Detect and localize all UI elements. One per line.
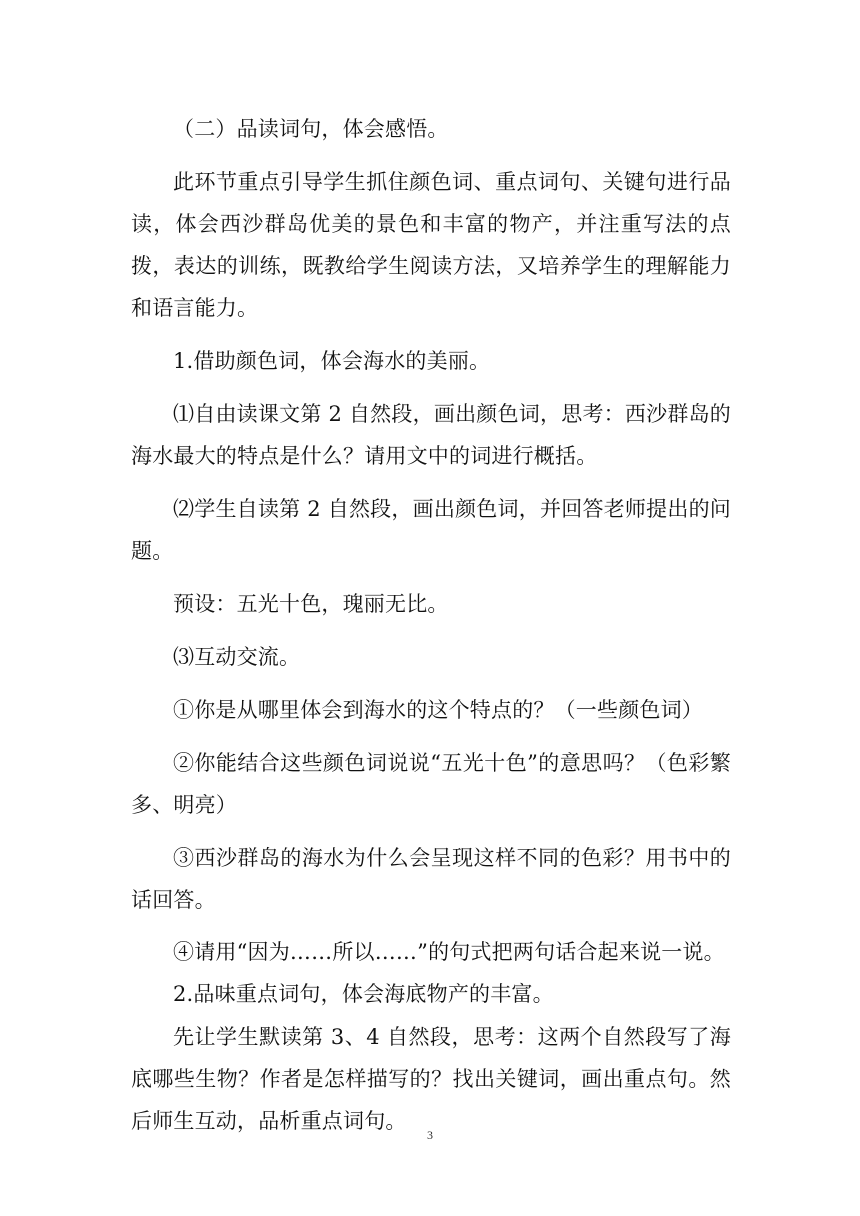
question-4: ④请用“因为……所以……”的句式把两句话合起来说一说。 [173, 940, 725, 964]
question-3: ③西沙群岛的海水为什么会呈现这样不同的色彩？用书中的话回答。 [131, 846, 731, 912]
subheading-color-words: 1.借助颜色词，体会海水的美丽。 [173, 349, 491, 373]
section-heading: （二）品读词句，体会感悟。 [173, 117, 449, 141]
subheading-key-sentences: 2.品味重点词句，体会海底物产的丰富。 [173, 982, 554, 1006]
step-3: ⑶互动交流。 [173, 645, 301, 669]
step-1: ⑴自由读课文第 2 自然段，画出颜色词，思考：西沙群岛的海水最大的特点是什么？请用文中的词进行概括。 [131, 402, 731, 468]
paragraph-intro: 此环节重点引导学生抓住颜色词、重点词句、关键句进行品读，体会西沙群岛优美的景色和丰富的物产，并注重写法的点拨，表达的训练，既教给学生阅读方法，又培养学生的理解能力和语言能力。 [131, 170, 731, 320]
question-2: ②你能结合这些颜色词说说“五光十色”的意思吗？（色彩繁多、明亮） [131, 751, 731, 817]
preset-answer: 预设：五光十色，瑰丽无比。 [173, 592, 449, 616]
step-2: ⑵学生自读第 2 自然段，画出颜色词，并回答老师提出的问题。 [131, 497, 731, 563]
document-body [131, 108, 731, 1142]
question-1: ①你是从哪里体会到海水的这个特点的？（一些颜色词） [173, 698, 703, 722]
page-number: 3 [427, 1128, 433, 1142]
paragraph-reading-task: 先让学生默读第 3、4 自然段，思考：这两个自然段写了海底哪些生物？作者是怎样描写的？找出关键词，画出重点句。然后师生互动，品析重点词句。 [131, 1025, 731, 1133]
